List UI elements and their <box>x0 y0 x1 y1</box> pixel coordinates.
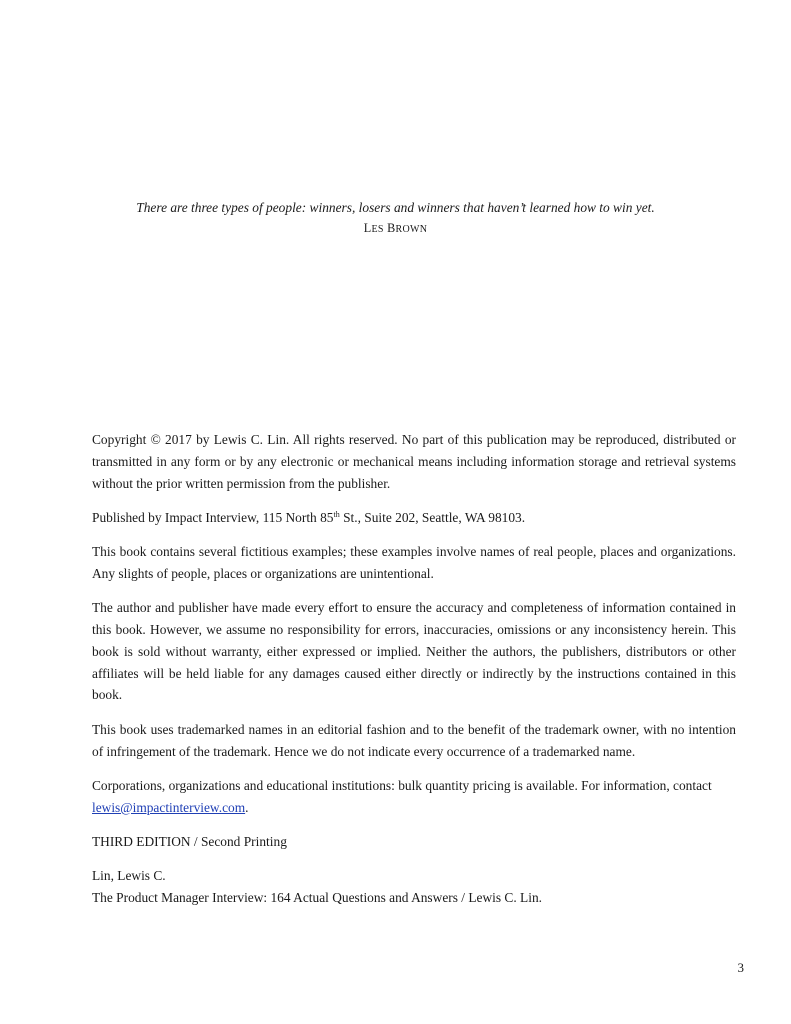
bulk-suffix: . <box>245 799 249 815</box>
author-first-rest: ES <box>371 224 384 235</box>
epigraph-author <box>0 218 791 240</box>
publisher-prefix: Published by Impact Interview, 115 North 85 <box>92 509 334 525</box>
publisher-address <box>92 507 736 529</box>
copyright-notice: Copyright © 2017 by Lewis C. Lin. All rights reserved. No part of this publication may be reproduced, distributed or transmitted in any form or by any electronic or mechanical means including information storage and retrieval systems without the prior written permission from the publisher. <box>92 432 736 491</box>
epigraph <box>0 198 791 240</box>
publisher-sup: th <box>333 509 340 519</box>
disclaimer: The author and publisher have made every effort to ensure the accuracy and completeness of information contained in this book. However, we assume no responsibility for errors, inaccuracies, omissions or any inconsistency herein. This book is sold without warranty, either expressed or implied. Neither the authors, the publishers, distributors or other affiliates will be held liable for any damages caused either directly or indirectly by the instructions contained in this book. <box>92 600 736 703</box>
author-first-initial: L <box>363 221 372 235</box>
copyright-block <box>92 429 736 921</box>
bulk-pricing <box>92 775 736 819</box>
edition: THIRD EDITION / Second Printing <box>92 833 287 849</box>
fiction-notice: This book contains several fictitious examples; these examples involve names of real people, places and organizations. Any slights of people, places or organizations are unintentional. <box>92 544 736 581</box>
page-number: 3 <box>737 960 744 975</box>
email-link[interactable]: lewis@impactinterview.com <box>92 799 246 815</box>
catalog-author: Lin, Lewis C. <box>92 868 166 884</box>
author-last-rest: ROWN <box>395 224 428 235</box>
catalog-title: The Product Manager Interview: 164 Actual Questions and Answers / Lewis C. Lin. <box>92 890 542 906</box>
publisher-suffix: St., Suite 202, Seattle, WA 98103. <box>339 509 526 525</box>
author-last-initial: B <box>387 221 396 235</box>
trademark-notice: This book uses trademarked names in an editorial fashion and to the benefit of the trademark owner, with no intention of infringement of the trademark. Hence we do not indicate every occurrence of a trademarked name. <box>92 721 736 759</box>
epigraph-quote: There are three types of people: winners, losers and winners that haven’t learned how to win yet. <box>136 200 655 215</box>
bulk-prefix: Corporations, organizations and educational institutions: bulk quantity pricing is available. For information, contact <box>92 777 712 793</box>
